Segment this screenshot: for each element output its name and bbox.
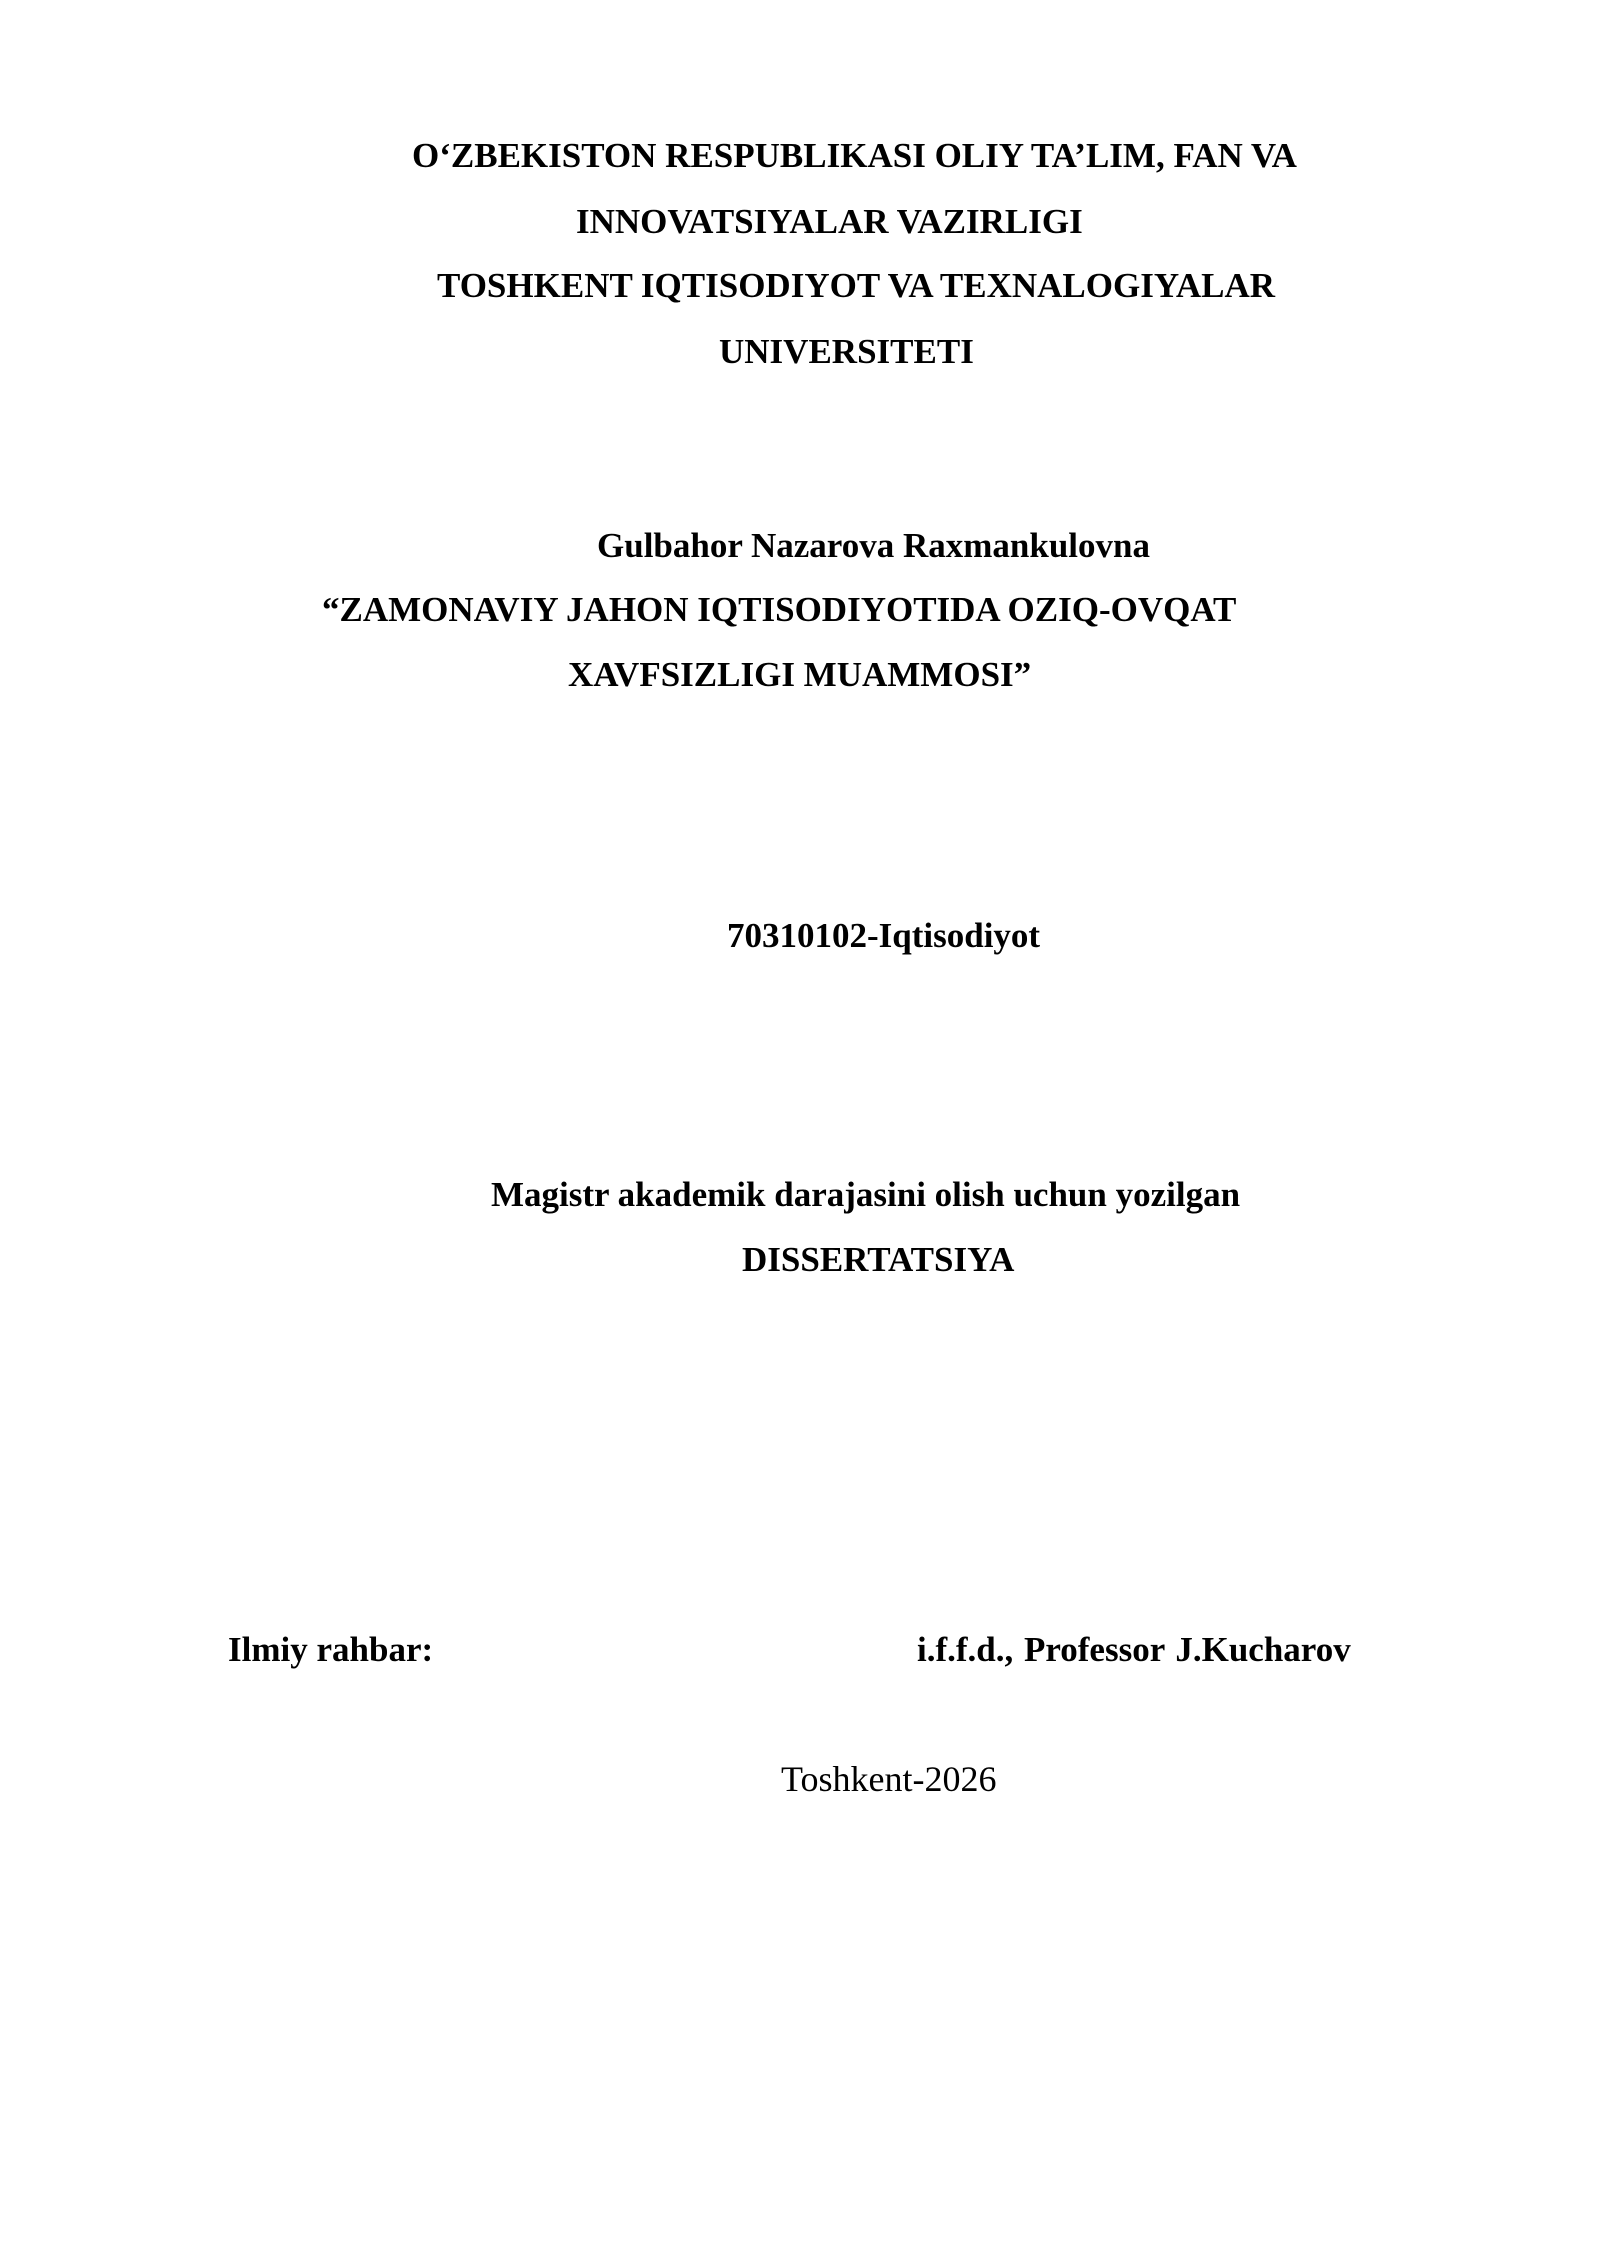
university-heading-line-1: TOSHKENT IQTISODIYOT VA TEXNALOGIYALAR — [437, 266, 1276, 305]
supervisor-name: i.f.f.d., Professor J.Kucharov — [917, 1630, 1351, 1669]
ministry-heading-line-1: O‘ZBEKISTON RESPUBLIKASI OLIY TA’LIM, FAN VA — [412, 136, 1297, 175]
degree-description: Magistr akademik darajasini olish uchun yozilgan — [491, 1175, 1241, 1214]
supervisor-label: Ilmiy rahbar: — [228, 1630, 434, 1669]
dissertation-title-line-1: “ZAMONAVIY JAHON IQTISODIYOTIDA OZIQ-OVQAT — [322, 590, 1237, 629]
author-name: Gulbahor Nazarova Raxmankulovna — [597, 526, 1150, 565]
ministry-heading-line-2: INNOVATSIYALAR VAZIRLIGI — [576, 202, 1083, 241]
place-and-year: Toshkent-2026 — [781, 1759, 997, 1799]
dissertation-title-line-2: XAVFSIZLIGI MUAMMOSI” — [568, 655, 1032, 694]
specialty-code: 70310102-Iqtisodiyot — [727, 916, 1041, 955]
university-heading-line-2: UNIVERSITETI — [719, 332, 974, 371]
document-type: DISSERTATSIYA — [742, 1240, 1015, 1279]
